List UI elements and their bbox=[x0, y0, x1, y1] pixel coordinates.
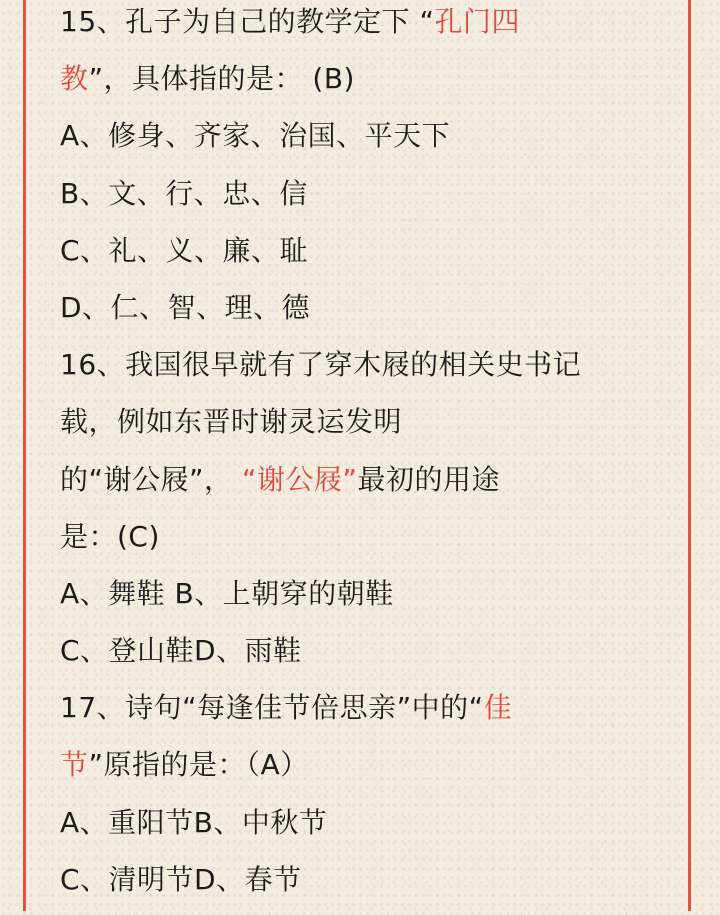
right-border-line bbox=[688, 0, 691, 911]
q16-stem-line-3 bbox=[60, 458, 680, 515]
q16-stem-text: 的“谢公屐”， bbox=[60, 462, 242, 496]
q17-highlight-end: 节 bbox=[60, 748, 89, 782]
q15-stem-text-end: ”，具体指的是： (B) bbox=[88, 62, 355, 96]
q16-stem-line-2: 载，例如东晋时谢灵运发明 bbox=[60, 405, 403, 439]
q17-highlight: 佳 bbox=[483, 691, 513, 725]
q15-highlight: 孔门四 bbox=[434, 5, 521, 38]
q17-options-cd: C、清明节D、春节 bbox=[60, 862, 302, 896]
q16-stem-line-1: 16、我国很早就有了穿木屐的相关史书记 bbox=[60, 348, 582, 382]
q15-stem-line-1 bbox=[60, 0, 680, 57]
q15-highlight-end: 教 bbox=[60, 62, 89, 96]
q17-stem-text: 17、诗句“每逢佳节倍思亲”中的“ bbox=[60, 691, 484, 725]
q16-stem-line-4: 是：(C) bbox=[60, 519, 160, 553]
q15-stem-text: 15、孔子为自己的教学定下 “ bbox=[60, 5, 435, 38]
q15-stem-line-2 bbox=[60, 57, 680, 114]
q16-stem-text-end: 最初的用途 bbox=[357, 462, 500, 496]
q15-option-a: A、修身、齐家、治国、平天下 bbox=[60, 119, 451, 153]
question-list bbox=[60, 0, 680, 915]
q17-stem-text-end: ”原指的是：（A） bbox=[88, 748, 309, 782]
q16-options-cd: C、登山鞋D、雨鞋 bbox=[60, 634, 302, 668]
q15-option-b: B、文、行、忠、信 bbox=[60, 176, 308, 210]
q15-option-c: C、礼、义、廉、耻 bbox=[60, 233, 309, 267]
q16-options-ab: A、舞鞋 B、上朝穿的朝鞋 bbox=[60, 576, 394, 610]
q16-highlight: “谢公屐” bbox=[241, 462, 358, 496]
q17-stem-line-1 bbox=[60, 686, 680, 743]
q15-option-d: D、仁、智、理、德 bbox=[60, 290, 311, 324]
q17-stem-line-2 bbox=[60, 743, 680, 800]
left-border-line bbox=[23, 0, 26, 911]
q17-options-ab: A、重阳节B、中秋节 bbox=[60, 805, 328, 839]
